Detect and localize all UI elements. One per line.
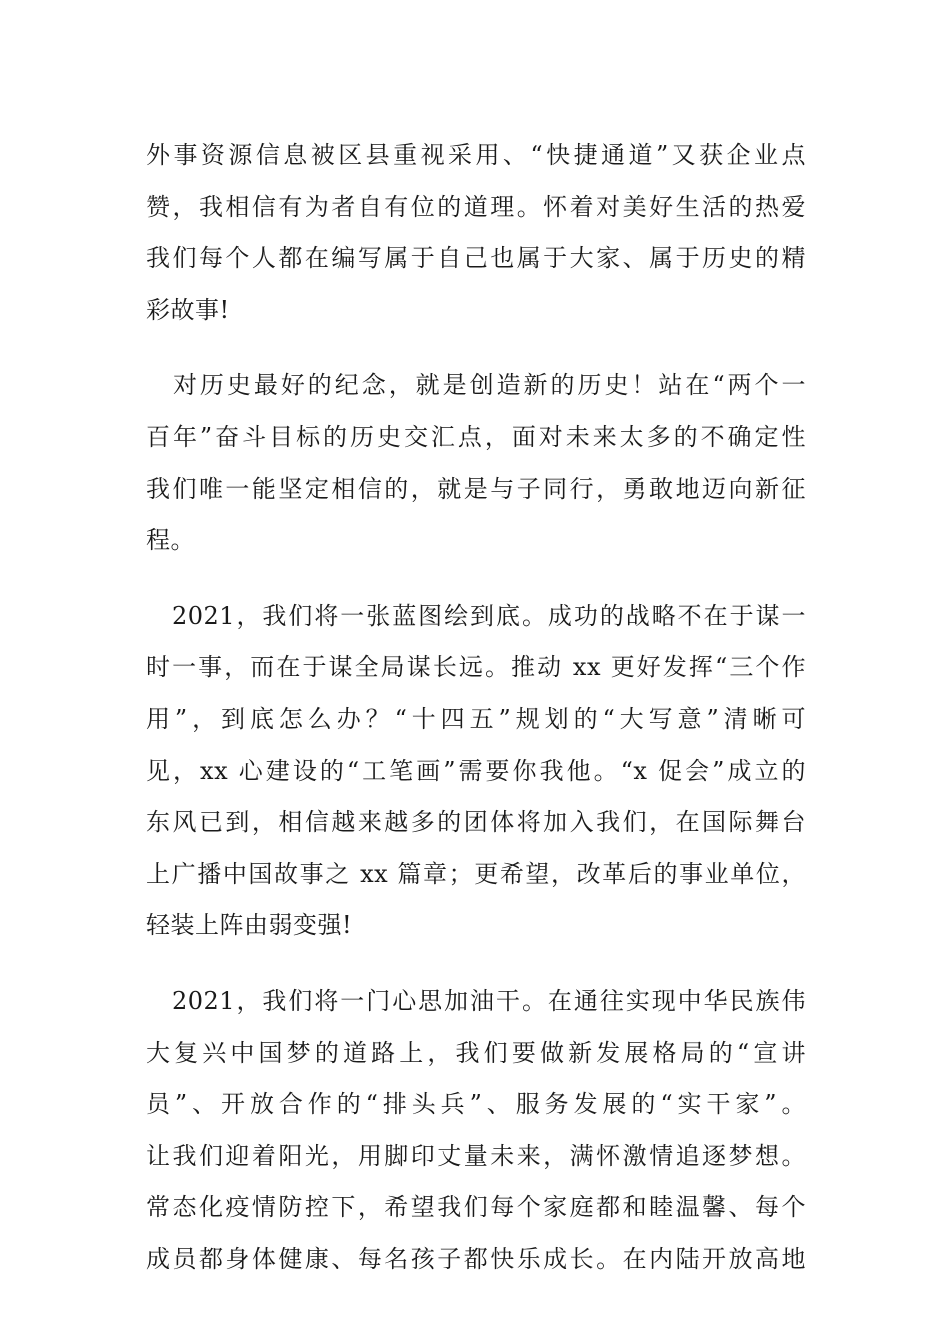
text-line: 轻装上阵由弱变强! [146,911,353,940]
text-line: 程。 [146,526,195,555]
paragraph-2 [146,360,806,566]
text-line: 上广播中国故事之 xx 篇章；更希望，改革后的事业单位， [146,859,806,888]
paragraph-3 [146,591,806,952]
text-line: 常态化疫情防控下，希望我们每个家庭都和睦温馨、每个 [146,1193,806,1222]
text-line: 用”，到底怎么办？“十四五”规划的“大写意”清晰可 [146,704,806,733]
paragraph-1 [146,130,806,336]
text-line: 2021，我们将一张蓝图绘到底。成功的战略不在于谋一 [146,601,806,630]
text-line: 员”、开放合作的“排头兵”、服务发展的“实干家”。 [146,1090,806,1119]
document-body [146,130,806,1309]
paragraph-4 [146,976,806,1286]
text-line: 成员都身体健康、每名孩子都快乐成长。在内陆开放高地 [146,1244,806,1273]
text-line: 时一事，而在于谋全局谋长远。推动 xx 更好发挥“三个作 [146,653,806,682]
text-line: 见，xx 心建设的“工笔画”需要你我他。“x 促会”成立的 [146,756,806,785]
text-line: 大复兴中国梦的道路上，我们要做新发展格局的“宣讲 [146,1038,806,1067]
text-line: 外事资源信息被区县重视采用、“快捷通道”又获企业点 [146,141,806,169]
text-line: 东风已到，相信越来越多的团体将加入我们，在国际舞台 [146,808,806,837]
text-line: 彩故事! [146,295,230,324]
text-line: 赞，我相信有为者自有位的道理。怀着对美好生活的热爱 [146,192,806,221]
text-line: 我们每个人都在编写属于自己也属于大家、属于历史的精 [146,244,806,273]
text-line: 百年”奋斗目标的历史交汇点，面对未来太多的不确定性 [146,422,806,451]
text-line: 我们唯一能坚定相信的，就是与子同行，勇敢地迈向新征 [146,474,806,503]
text-line: 让我们迎着阳光，用脚印丈量未来，满怀激情追逐梦想。 [146,1141,806,1170]
text-line: 2021，我们将一门心思加油干。在通往实现中华民族伟 [146,986,806,1015]
text-line: 对历史最好的纪念，就是创造新的历史！站在“两个一 [146,371,806,400]
